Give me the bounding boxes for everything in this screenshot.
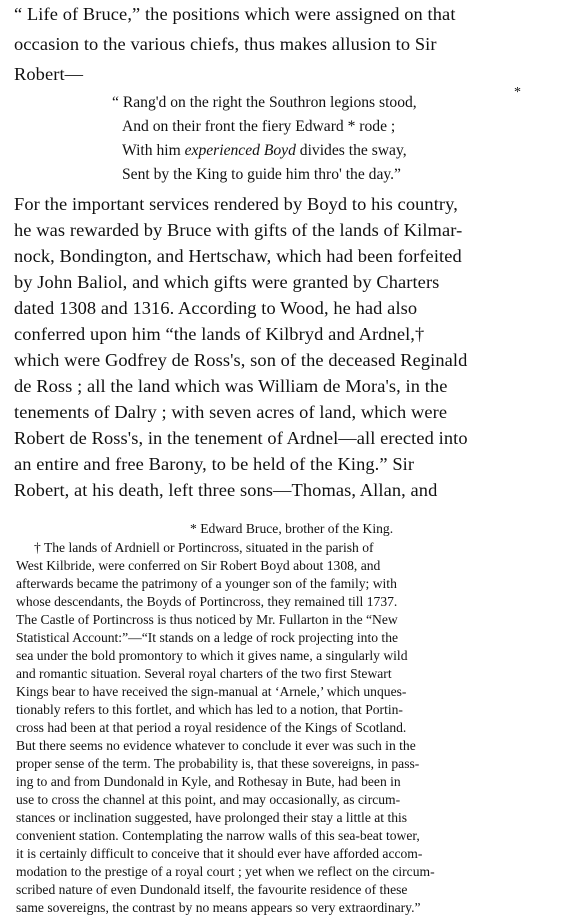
text-line: Robert— [14, 64, 84, 84]
text-line: occasion to the various chiefs, thus makes allusion to Sir [14, 34, 437, 54]
footnote-line: convenient station. Contemplating the narrow walls of this sea-beat tower, [16, 828, 420, 843]
footnote-line: Kings bear to have received the sign-manual at ‘Arnele,’ which unques- [16, 684, 407, 699]
verse-line: Sent by the King to guide him thro' the day.” [122, 166, 401, 183]
text-line: Robert de Ross's, in the tenement of Ardnel—all erected into [14, 428, 468, 448]
footnote-line: same sovereigns, the contrast by no means appears so very extraordinary.” [16, 900, 421, 915]
text-line: an entire and free Barony, to be held of the King.” Sir [14, 454, 415, 474]
verse-line: And on their front the fiery Edward * rode ; [122, 118, 396, 135]
text-line: by John Baliol, and which gifts were granted by Charters [14, 272, 440, 292]
footnote-line: whose descendants, the Boyds of Portincross, they remained till 1737. [16, 594, 398, 609]
footnote-edward-bruce: * Edward Bruce, brother of the King. [190, 521, 394, 536]
text-line: “ Life of Bruce,” the positions which were assigned on that [14, 4, 456, 24]
verse-text: divides the sway, [299, 142, 407, 159]
text-line: tenements of Dalry ; with seven acres of land, which were [14, 402, 448, 422]
text-line: nock, Bondington, and Hertschaw, which had been forfeited [14, 246, 462, 266]
footnote-line: modation to the prestige of a royal court ; yet when we reflect on the circum- [16, 864, 435, 879]
footnote-line: But there seems no evidence whatever to conclude it ever was such in the [16, 738, 416, 753]
footnote-line: The Castle of Portincross is thus noticed by Mr. Fullarton in the “New [16, 612, 398, 627]
verse-line: “ Rang'd on the right the Southron legions stood, [112, 94, 417, 111]
footnote-line: cross had been at that period a royal residence of the Kings of Scotland. [16, 720, 407, 735]
footnote-line: Statistical Account:”—“It stands on a ledge of rock projecting into the [16, 630, 399, 645]
footnote-line: afterwards became the patrimony of a younger son of the family; with [16, 576, 397, 591]
text-line: For the important services rendered by Boyd to his country, [14, 194, 458, 214]
footnote-line: and romantic situation. Several royal charters of the two first Stewart [16, 666, 392, 681]
footnote-line: use to cross the channel at this point, and may occasionally, as circum- [16, 792, 401, 807]
text-line: dated 1308 and 1316. According to Wood, he had also [14, 298, 418, 318]
text-line: he was rewarded by Bruce with gifts of the lands of Kilmar- [14, 220, 463, 240]
footnote-line: sea under the bold promontory to which it gives name, a singularly wild [16, 648, 408, 663]
text-line: which were Godfrey de Ross's, son of the deceased Reginald [14, 350, 468, 370]
text-line: conferred upon him “the lands of Kilbryd and Ardnel,† [14, 324, 425, 344]
verse-line [122, 142, 407, 160]
text-line: Robert, at his death, left three sons—Thomas, Allan, and [14, 480, 438, 500]
text-line: de Ross ; all the land which was William de Mora's, in the [14, 376, 448, 396]
footnote-line: tionably refers to this fortlet, and which has led to a notion, that Portin- [16, 702, 403, 717]
footnote-line: ing to and from Dundonald in Kyle, and Rothesay in Bute, had been in [16, 774, 401, 789]
footnote-line: proper sense of the term. The probability is, that these sovereigns, in pass- [16, 756, 420, 771]
footnote-line: † The lands of Ardniell or Portincross, situated in the parish of [34, 540, 374, 555]
footnote-line: scribed nature of even Dundonald itself, the favourite residence of these [16, 882, 408, 897]
footnote-line: West Kilbride, were conferred on Sir Robert Boyd about 1308, and [16, 558, 381, 573]
verse-text: With him [122, 142, 181, 159]
footnote-line: stances or inclination suggested, have prolonged their stay a little at this [16, 810, 408, 825]
footnote-line: it is certainly difficult to conceive that it should ever have afforded accom- [16, 846, 423, 861]
verse-emphasis: experienced Boyd [184, 142, 296, 159]
stray-asterisk-mark: * [514, 85, 521, 100]
